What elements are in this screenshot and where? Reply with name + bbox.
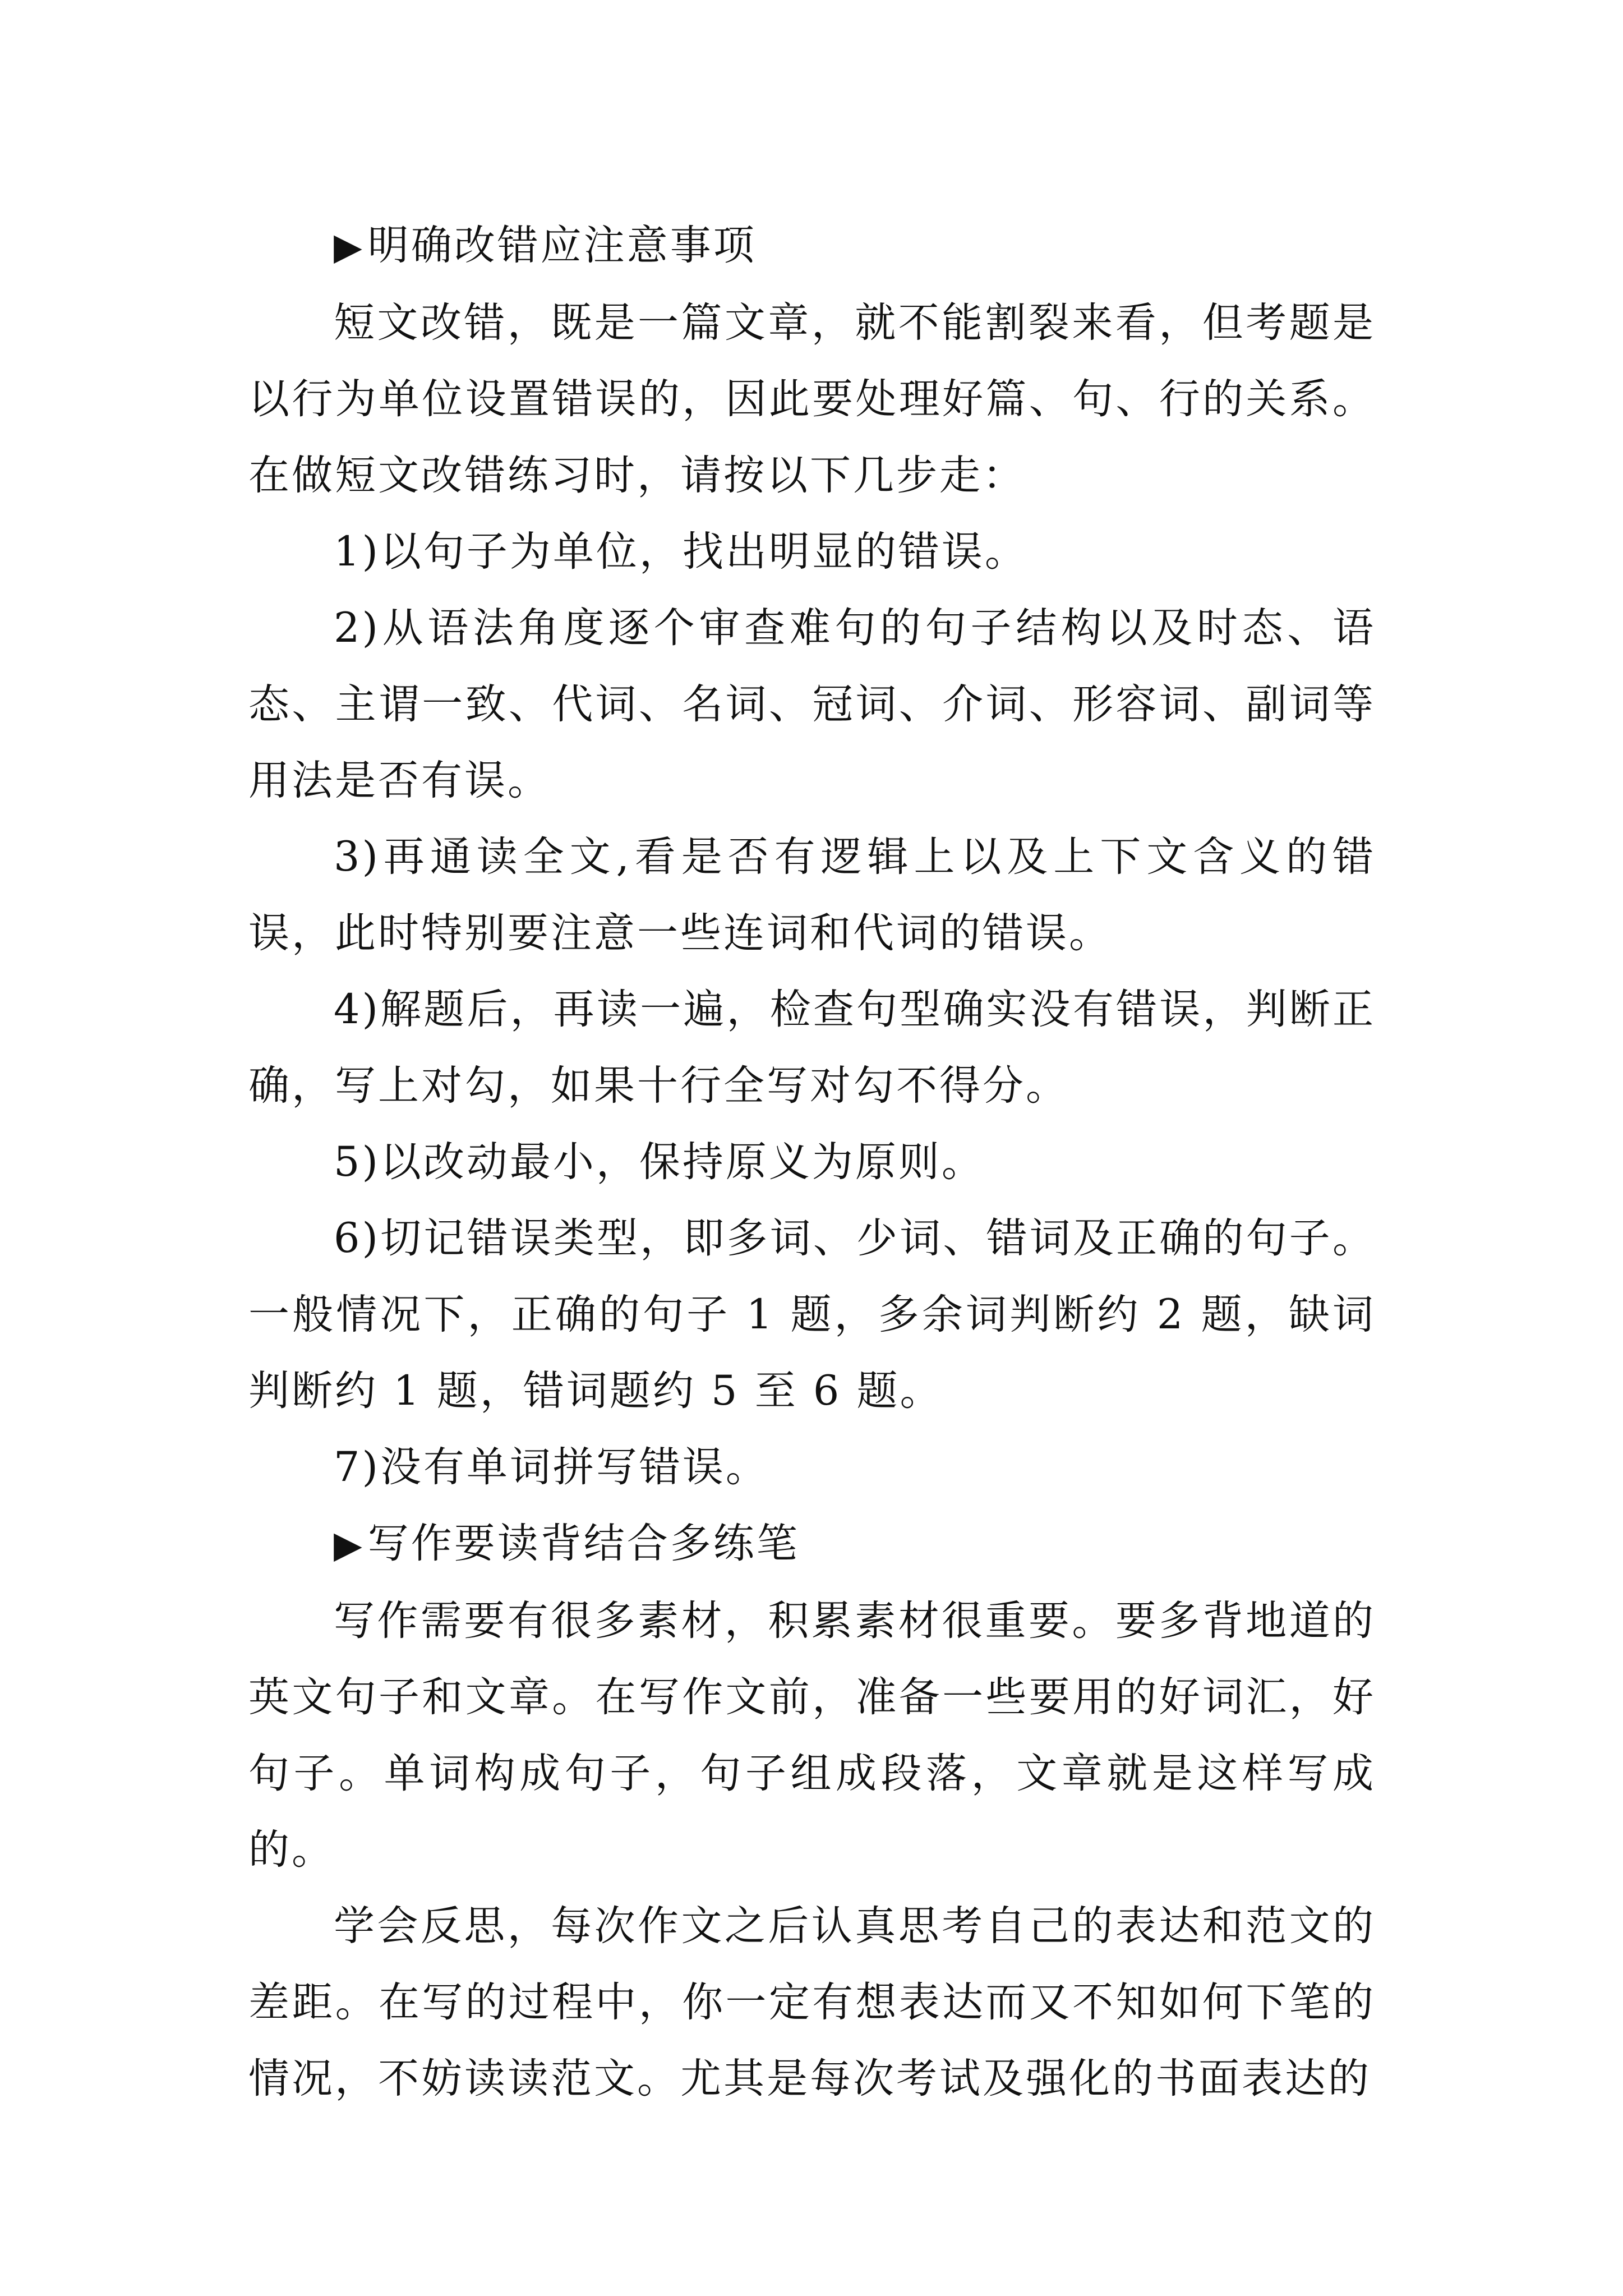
list-item-step-7: 7)没有单词拼写错误。 — [334, 1443, 769, 1491]
paragraph-intro: 短文改错，既是一篇文章，就不能割裂来看，但考题是以行为单位设置错误的，因此要处理好篇、句、行的关系。在做短文改错练习时，请按以下几步走： — [248, 299, 1376, 499]
heading-text: 明确改错应注意事项 — [367, 222, 757, 269]
section-heading-writing — [248, 1506, 1376, 1583]
paragraph-writing-reflection: 学会反思，每次作文之后认真思考自己的表达和范文的差距。在写的过程中，你一定有想表达而又不知如何下笔的情况，不妨读读范文。尤其是每次考试及强化的书面表达的 — [248, 1902, 1376, 2102]
list-item-step-5: 5)以改动最小，保持原义为原则。 — [334, 1138, 985, 1186]
list-item-step-6: 6)切记错误类型，即多词、少词、错词及正确的句子。一般情况下，正确的句子 1 题，多余词判断约 2 题，缺词判断约 1 题，错词题约 5 至 6 题。 — [248, 1214, 1376, 1415]
triangle-bullet-icon: ▶ — [334, 225, 365, 268]
list-item-step-1: 1)以句子为单位，找出明显的错误。 — [334, 528, 1028, 576]
triangle-bullet-icon: ▶ — [334, 1523, 365, 1566]
paragraph-writing-material: 写作需要有很多素材，积累素材很重要。要多背地道的英文句子和文章。在写作文前，准备一些要用的好词汇，好句子。单词构成句子，句子组成段落，文章就是这样写成的。 — [248, 1597, 1376, 1874]
section-heading-error-correction — [248, 208, 1376, 285]
document-body — [248, 208, 1376, 2117]
list-item-step-3: 3)再通读全文,看是否有逻辑上以及上下文含义的错误，此时特别要注意一些连词和代词的错误。 — [248, 833, 1376, 957]
list-item-step-2: 2)从语法角度逐个审查难句的句子结构以及时态、语态、主谓一致、代词、名词、冠词、介词、形容词、副词等用法是否有误。 — [248, 604, 1376, 804]
heading-text: 写作要读背结合多练笔 — [367, 1520, 800, 1567]
list-item-step-4: 4)解题后，再读一遍，检查句型确实没有错误，判断正确，写上对勾，如果十行全写对勾不得分。 — [248, 986, 1376, 1110]
